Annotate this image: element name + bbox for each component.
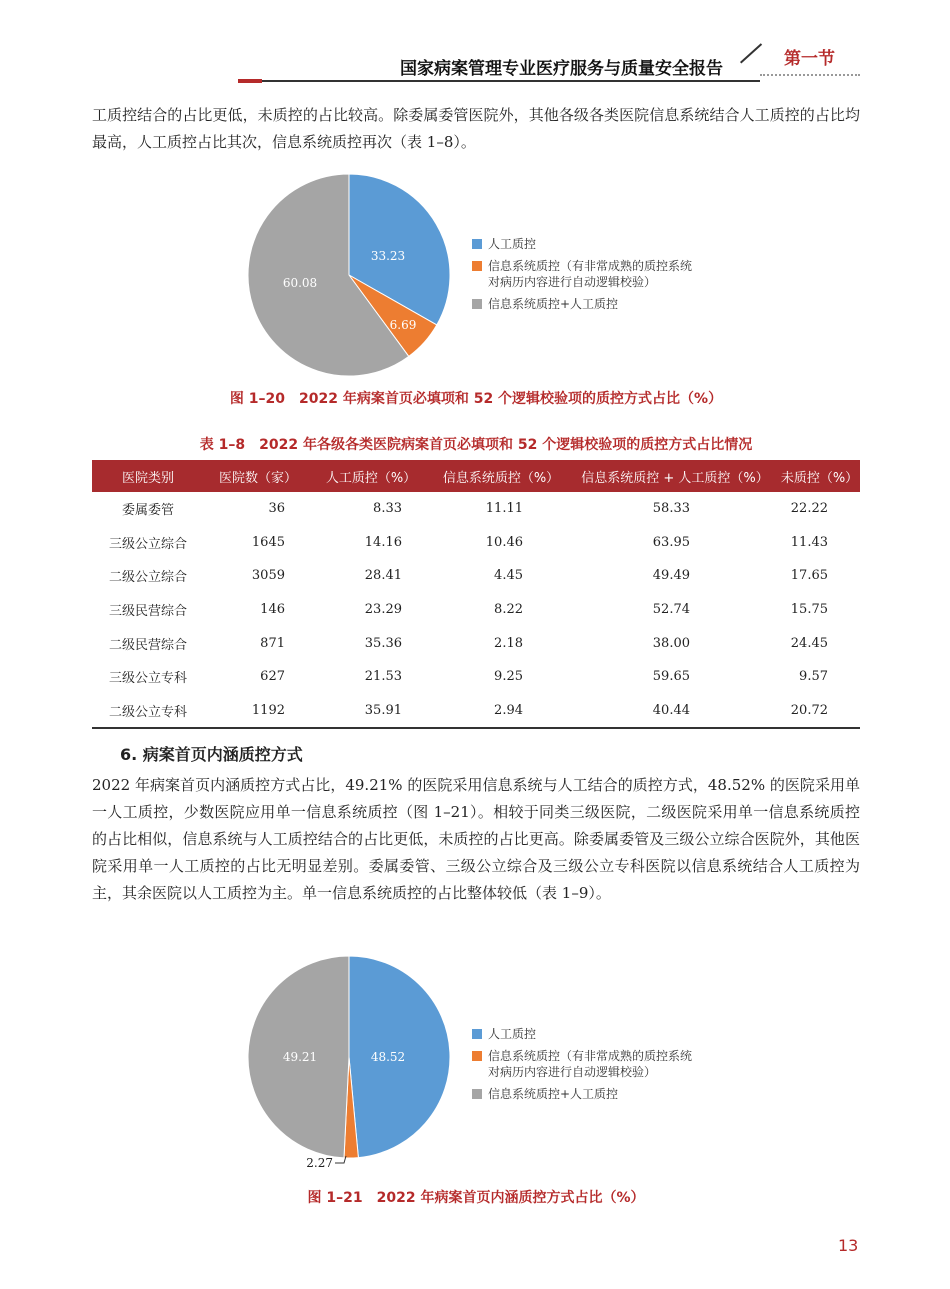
figure-caption-20: 图 1–20 2022 年病案首页必填项和 52 个逻辑校验项的质控方式占比（%） xyxy=(229,391,723,407)
table-cell: 4.45 xyxy=(494,568,523,584)
table-cell: 35.36 xyxy=(364,635,402,651)
row-category: 委属委管 xyxy=(121,503,174,519)
table-cell: 35.91 xyxy=(311,694,430,729)
row-category: 二级公立综合 xyxy=(108,570,187,586)
table-cell: 10.46 xyxy=(485,534,523,550)
header-dotted-rule xyxy=(760,74,860,76)
pie-chart-fig21 xyxy=(240,948,460,1178)
table-cell: 17.65 xyxy=(790,568,828,584)
table-row xyxy=(92,559,860,593)
table-header-row xyxy=(92,460,860,492)
table-cell: 8.33 xyxy=(373,501,402,517)
legend-label-system xyxy=(488,1048,692,1080)
legend-swatch-gray xyxy=(472,1089,482,1099)
row-category: 二级民营综合 xyxy=(108,637,187,653)
pie21-slices xyxy=(248,956,450,1158)
legend-swatch-blue xyxy=(472,239,482,249)
pie21-label-system: 2.27 xyxy=(306,1156,333,1170)
table-cell: 52.74 xyxy=(652,602,690,618)
legend-swatch-orange xyxy=(472,261,482,271)
table-cell: 24.45 xyxy=(790,635,828,651)
legend-fig20 xyxy=(472,236,772,316)
legend-fig21 xyxy=(472,1026,772,1106)
section-label: 第一节 xyxy=(784,49,835,69)
table-1-8 xyxy=(92,460,860,729)
table-caption-18: 表 1–8 2022 年各级各类医院病案首页必填项和 52 个逻辑校验项的质控方式占比情况 xyxy=(199,437,753,453)
table-cell: 627 xyxy=(260,669,285,685)
table-cell: 36 xyxy=(268,501,285,517)
legend-label: 人工质控 xyxy=(488,1027,537,1041)
col-header: 医院数（家） xyxy=(204,460,311,492)
header-red-accent xyxy=(238,79,262,83)
col-header: 信息系统质控（%） xyxy=(430,460,571,492)
table-body xyxy=(92,492,860,728)
table-cell: 1192 xyxy=(204,694,311,729)
legend-item-combined xyxy=(472,296,618,312)
legend-label-system xyxy=(488,258,692,290)
legend-label: 信息系统质控+人工质控 xyxy=(488,1087,619,1101)
table-row xyxy=(92,593,860,627)
table-cell: 15.75 xyxy=(790,602,828,618)
table-cell: 1645 xyxy=(251,534,285,550)
table-cell: 871 xyxy=(260,635,285,651)
row-category: 三级公立综合 xyxy=(108,536,187,552)
table-cell: 58.33 xyxy=(652,501,690,517)
table-cell: 28.41 xyxy=(364,568,402,584)
table-cell: 2.18 xyxy=(494,635,523,651)
table-row xyxy=(92,492,860,526)
legend-item-manual xyxy=(472,1026,536,1042)
table-row xyxy=(92,526,860,560)
legend-item-system xyxy=(472,1048,692,1080)
table-row xyxy=(92,626,860,660)
table-cell: 14.16 xyxy=(364,534,402,550)
legend-item-system xyxy=(472,258,692,290)
legend-label: 信息系统质控+人工质控 xyxy=(488,297,619,311)
col-header: 医院类别 xyxy=(92,460,204,492)
row-category: 三级公立专科 xyxy=(108,671,187,687)
legend-label-line2: 对病历内容进行自动逻辑校验） xyxy=(488,1065,657,1079)
table-cell: 9.57 xyxy=(799,669,828,685)
row-category: 二级公立专科 xyxy=(92,694,204,729)
legend-label-line1: 信息系统质控（有非常成熟的质控系统 xyxy=(488,1049,693,1063)
table-cell: 59.65 xyxy=(652,669,690,685)
table-row xyxy=(92,660,860,694)
pie20-label-combined: 60.08 xyxy=(282,276,318,290)
pie21-label-combined: 49.21 xyxy=(282,1050,318,1064)
table-cell: 49.49 xyxy=(652,568,690,584)
legend-label: 人工质控 xyxy=(488,237,537,251)
page-number: 13 xyxy=(838,1236,859,1255)
body-paragraph-2: 2022 年病案首页内涵质控方式占比，49.21% 的医院采用信息系统与人工结合的质控方式，48.52% 的医院采用单一人工质控，少数医院应用单一信息系统质控（图 1–21）。相较于同类三级医院，二级医院采用单一信息系统质控的占比相似，信息系统与人工质控结合的占比更低，未质控的占比更高。除委属委管及三级公立综合医院外，其他医院采用单一人工质控的占比无明显差别。委属委管、三级公立综合及三级公立专科医院以信息系统结合人工质控为主，其余医院以人工质控为主。单一信息系统质控的占比整体较低（表 1–9）。 xyxy=(92,776,860,902)
table-cell: 9.25 xyxy=(494,669,523,685)
table-cell: 20.72 xyxy=(778,694,860,729)
legend-label-line2: 对病历内容进行自动逻辑校验） xyxy=(488,275,657,289)
col-header: 信息系统质控 + 人工质控（%） xyxy=(571,460,778,492)
table-cell: 38.00 xyxy=(652,635,690,651)
table-cell: 63.95 xyxy=(652,534,690,550)
table-cell: 21.53 xyxy=(364,669,402,685)
col-header: 未质控（%） xyxy=(778,460,860,492)
table-cell: 22.22 xyxy=(790,501,828,517)
table-cell: 2.94 xyxy=(430,694,571,729)
pie21-label-manual: 48.52 xyxy=(370,1050,406,1064)
legend-swatch-orange xyxy=(472,1051,482,1061)
pie-chart-fig20 xyxy=(240,166,460,386)
table-row xyxy=(92,694,860,729)
legend-swatch-gray xyxy=(472,299,482,309)
section-heading: 6. 病案首页内涵质控方式 xyxy=(120,745,303,764)
legend-item-manual xyxy=(472,236,536,252)
figure-caption-21: 图 1–21 2022 年病案首页内涵质控方式占比（%） xyxy=(307,1190,645,1206)
header-rule xyxy=(262,80,760,82)
legend-swatch-blue xyxy=(472,1029,482,1039)
table-cell: 3059 xyxy=(251,568,285,584)
row-category: 三级民营综合 xyxy=(108,604,187,620)
pie20-label-system: 6.69 xyxy=(389,318,417,332)
col-header: 人工质控（%） xyxy=(311,460,430,492)
table-cell: 8.22 xyxy=(494,602,523,618)
table-cell: 40.44 xyxy=(571,694,778,729)
legend-item-combined xyxy=(472,1086,618,1102)
running-header-title: 国家病案管理专业医疗服务与质量安全报告 xyxy=(400,59,723,79)
table-cell: 23.29 xyxy=(364,602,402,618)
table-cell: 11.43 xyxy=(790,534,828,550)
body-paragraph: 工质控结合的占比更低，未质控的占比较高。除委属委管医院外，其他各级各类医院信息系统结合人工质控的占比均最高，人工质控占比其次，信息系统质控再次（表 1–8）。 xyxy=(92,106,860,151)
pie20-label-manual: 33.23 xyxy=(370,249,406,263)
legend-label-line1: 信息系统质控（有非常成熟的质控系统 xyxy=(488,259,693,273)
table-cell: 11.11 xyxy=(485,501,523,517)
table-cell: 146 xyxy=(260,602,285,618)
pie20-slices xyxy=(248,174,450,376)
